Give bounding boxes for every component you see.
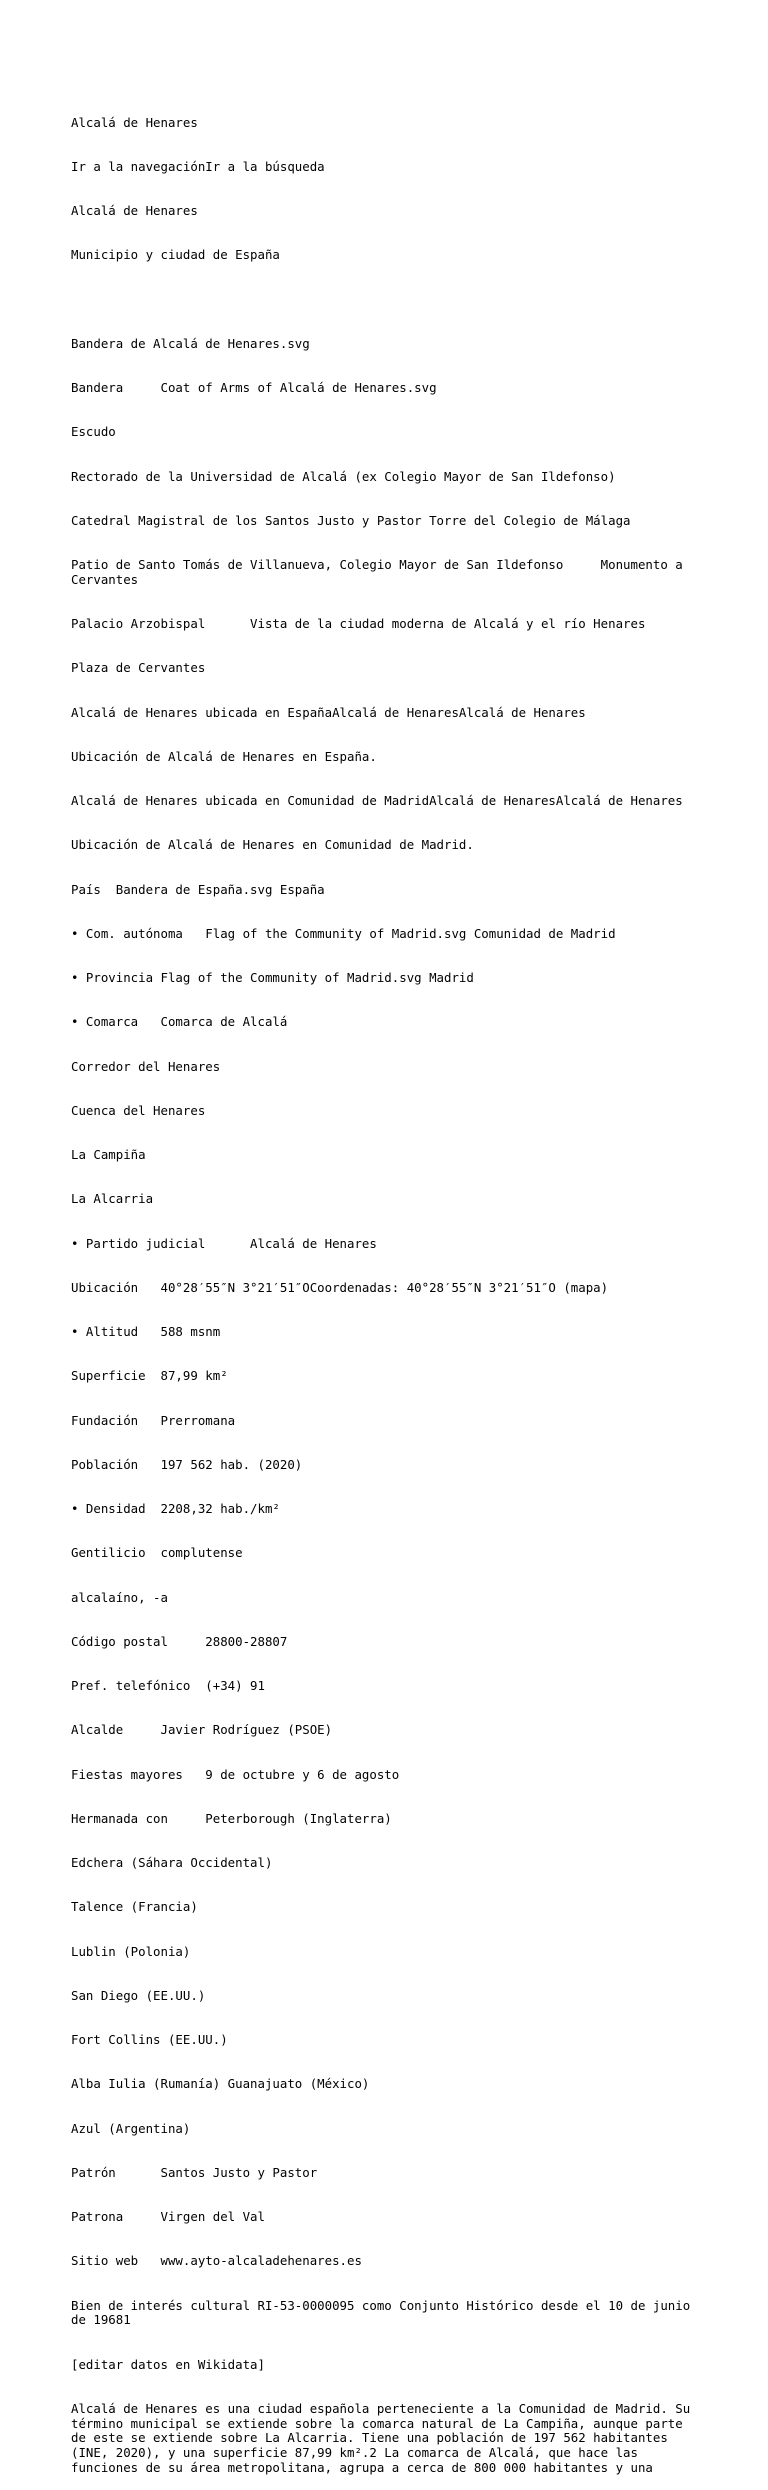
doc-line: Bandera de Alcalá de Henares.svg bbox=[71, 335, 310, 351]
doc-line: Alcalá de Henares ubicada en Comunidad de MadridAlcalá de HenaresAlcalá de Henares bbox=[71, 793, 683, 808]
doc-line: Escudo bbox=[71, 424, 116, 440]
doc-line: Bien de interés cultural RI-53-0000095 como Conjunto Histórico desde el 10 de junio de 19681 bbox=[71, 2297, 698, 2328]
doc-line: Ubicación de Alcalá de Henares en Comunidad de Madrid. bbox=[71, 837, 474, 853]
doc-line: Sitio web www.ayto-alcaladehenares.es bbox=[71, 2253, 362, 2269]
doc-line: Alcalá de Henares ubicada en EspañaAlcalá de HenaresAlcalá de Henares bbox=[71, 704, 586, 720]
doc-line: Rectorado de la Universidad de Alcalá (ex Colegio Mayor de San Ildefonso) bbox=[71, 468, 616, 484]
doc-line: • Comarca Comarca de Alcalá bbox=[71, 1014, 288, 1030]
doc-line: Patrona Virgen del Val bbox=[71, 2209, 265, 2224]
doc-line: País Bandera de España.svg España bbox=[71, 881, 325, 897]
doc-line: Pref. telefónico (+34) 91 bbox=[71, 1678, 265, 1693]
doc-line: Ubicación 40°28′55″N 3°21′51″OCoordenadas: 40°28′55″N 3°21′51″O (mapa) bbox=[71, 1279, 609, 1295]
doc-line: Catedral Magistral de los Santos Justo y Pastor Torre del Colegio de Málaga bbox=[71, 512, 631, 528]
doc-line: Hermanada con Peterborough (Inglaterra) bbox=[71, 1810, 392, 1826]
doc-line: La Alcarria bbox=[71, 1191, 154, 1207]
doc-line: Alcalá de Henares es una ciudad española perteneciente a la Comunidad de Madrid. Su término municipal se extiende sobre la comarca natural de La Campiña, aunque parte de este se extiende sobre La Alcarria. Tiene una población de 197 562 habitantes (INE, 2020), y una superficie 87,99 km².2 La comarca de Alcalá, que hace las funciones de su área metropolitana, agrupa a cerca de 800 000 habitantes y una bbox=[71, 2400, 698, 2475]
doc-line: Corredor del Henares bbox=[71, 1058, 221, 1074]
doc-line: Patio de Santo Tomás de Villanueva, Colegio Mayor de San Ildefonso Monumento a Cervantes bbox=[71, 557, 691, 587]
doc-line: Población 197 562 hab. (2020) bbox=[71, 1456, 303, 1472]
doc-line: Alba Iulia (Rumanía) Guanajuato (México) bbox=[71, 2076, 370, 2092]
doc-line: • Altitud 588 msnm bbox=[71, 1324, 221, 1339]
doc-line bbox=[71, 293, 696, 308]
document-text bbox=[71, 86, 696, 2490]
doc-line: Fort Collins (EE.UU.) bbox=[71, 2032, 228, 2047]
doc-line: Alcalde Javier Rodríguez (PSOE) bbox=[71, 1722, 333, 1738]
doc-line: Gentilicio complutense bbox=[71, 1545, 243, 1561]
doc-line: alcalaíno, -a bbox=[71, 1589, 168, 1605]
doc-line: [editar datos en Wikidata] bbox=[71, 2356, 265, 2372]
doc-line: La Campiña bbox=[71, 1147, 146, 1162]
doc-line: Talence (Francia) bbox=[71, 1899, 198, 1915]
doc-line: Fiestas mayores 9 de octubre y 6 de agosto bbox=[71, 1766, 400, 1782]
doc-line: Palacio Arzobispal Vista de la ciudad moderna de Alcalá y el río Henares bbox=[71, 616, 646, 631]
doc-line: Lublin (Polonia) bbox=[71, 1943, 191, 1959]
doc-line: Cuenca del Henares bbox=[71, 1102, 206, 1118]
doc-line: Plaza de Cervantes bbox=[71, 660, 206, 676]
doc-line: • Com. autónoma Flag of the Community of Madrid.svg Comunidad de Madrid bbox=[71, 925, 616, 941]
doc-line: Edchera (Sáhara Occidental) bbox=[71, 1855, 273, 1870]
doc-line: • Densidad 2208,32 hab./km² bbox=[71, 1501, 280, 1516]
doc-line: Azul (Argentina) bbox=[71, 2120, 191, 2136]
doc-line: Alcalá de Henares bbox=[71, 114, 198, 130]
doc-line: Superficie 87,99 km² bbox=[71, 1368, 228, 1384]
doc-line: Código postal 28800-28807 bbox=[71, 1633, 288, 1649]
doc-line: Municipio y ciudad de España bbox=[71, 247, 280, 263]
doc-line: Ubicación de Alcalá de Henares en España. bbox=[71, 748, 377, 764]
doc-line: San Diego (EE.UU.) bbox=[71, 1987, 206, 2003]
doc-line: Patrón Santos Justo y Pastor bbox=[71, 2164, 318, 2180]
doc-line: Ir a la navegaciónIr a la búsqueda bbox=[71, 158, 325, 174]
doc-line: • Provincia Flag of the Community of Madrid.svg Madrid bbox=[71, 970, 474, 985]
doc-line: Alcalá de Henares bbox=[71, 203, 198, 218]
doc-line: Bandera Coat of Arms of Alcalá de Henares.svg bbox=[71, 380, 437, 395]
doc-line: • Partido judicial Alcalá de Henares bbox=[71, 1235, 377, 1251]
doc-line: Fundación Prerromana bbox=[71, 1412, 236, 1428]
